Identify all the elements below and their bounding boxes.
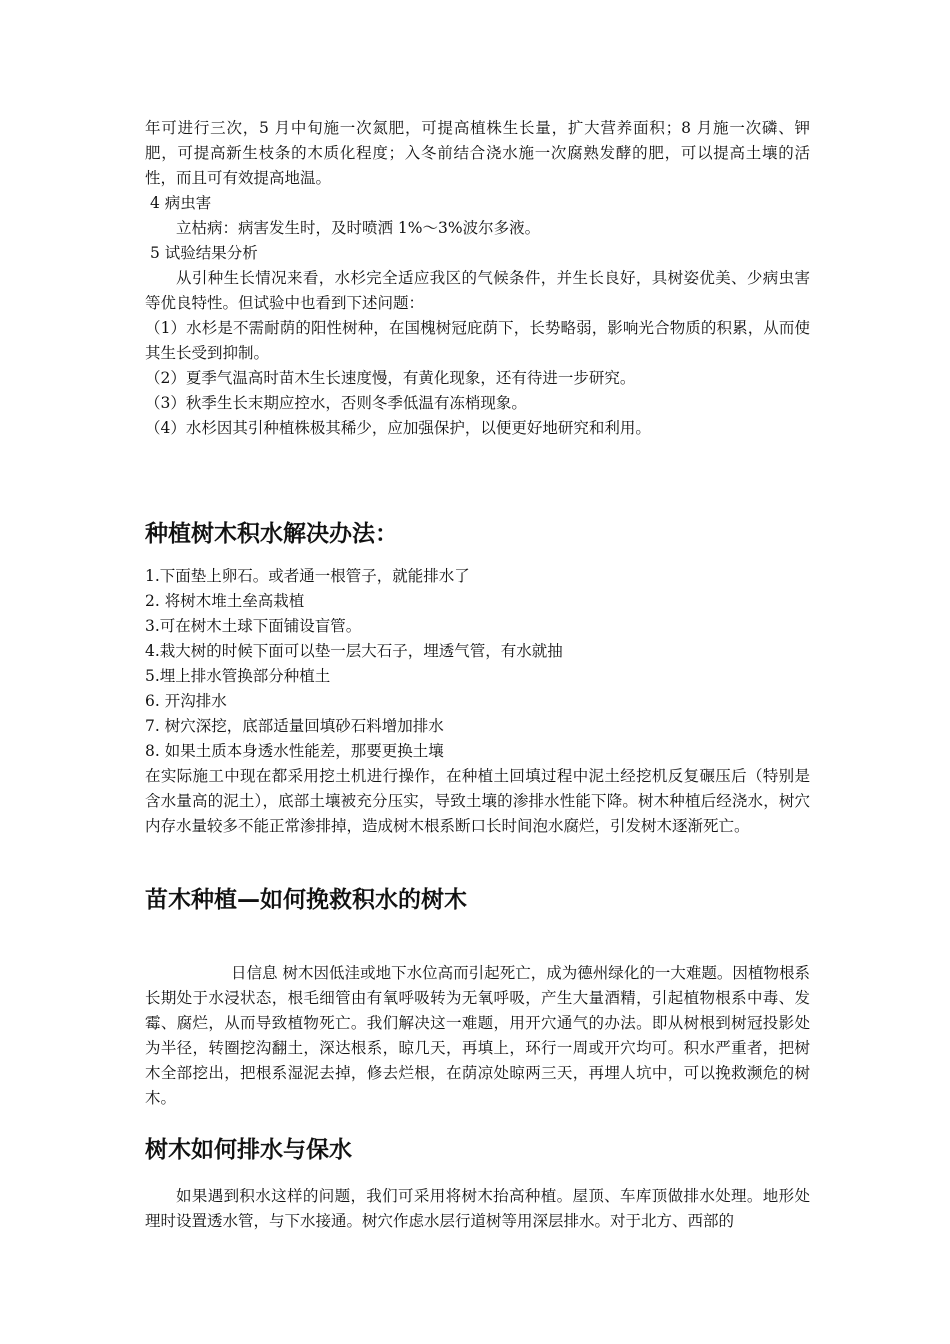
solution-item: 3.可在树木土球下面铺设盲管。 [145,617,362,635]
section-heading: 种植树木积水解决办法： [145,521,398,547]
section-5-heading: 5 试验结果分析 [150,244,258,262]
solution-item: 1.下面垫上卵石。或者通一根管子，就能排水了 [145,567,470,585]
solution-item: 5.埋上排水管换部分种植土 [145,667,331,685]
section-5-paragraph: 从引种生长情况来看，水杉完全适应我区的气候条件，并生长良好，具树姿优美、少病虫害等优良特性。但试验中也看到下述问题： [145,269,810,312]
solution-item: 6. 开沟排水 [145,692,227,710]
section-4-text: 立枯病：病害发生时，及时喷洒 1%～3%波尔多液。 [176,219,541,237]
solution-item: 4.栽大树的时候下面可以垫一层大石子，埋透气管，有水就抽 [145,642,563,660]
fertilizer-paragraph: 年可进行三次，5 月中旬施一次氮肥，可提高植株生长量，扩大营养面积；8 月施一次磷、钾肥，可提高新生枝条的木质化程度；入冬前结合浇水施一次腐熟发酵的肥，可以提高土壤的活性，而且可有效提高地温。 [145,119,810,187]
rescue-paragraph: 日信息 树木因低洼或地下水位高而引起死亡，成为德州绿化的一大难题。因植物根系长期处于水浸状态，根毛细管由有氧呼吸转为无氧呼吸，产生大量酒精，引起植物根系中毒、发霉、腐烂，从而导致植物死亡。我们解决这一难题，用开穴通气的办法。即从树根到树冠投影处为半径，转圈挖沟翻土，深达根系，晾几天，再填上，环行一周或开穴均可。积水严重者，把树木全部挖出，把根系湿泥去掉，修去烂根，在荫凉处晾两三天，再埋人坑中，可以挽救濒危的树木。 [145,964,810,1107]
solution-item: 7. 树穴深挖，底部适量回填砂石料增加排水 [145,717,444,735]
solution-item: 2. 将树木堆土垒高栽植 [145,592,305,610]
solution-item: 8. 如果土质本身透水性能差，那要更换土壤 [145,742,444,760]
drainage-paragraph: 如果遇到积水这样的问题，我们可采用将树木抬高种植。屋顶、车库顶做排水处理。地形处理时设置透水管，与下水接通。树穴作虑水层行道树等用深层排水。对于北方、西部的 [145,1187,810,1230]
issue-item: （4）水杉因其引种植株极其稀少，应加强保护，以便更好地研究和利用。 [145,419,651,437]
section-heading: 苗木种植—如何挽救积水的树木 [145,887,467,913]
issue-item: （1）水杉是不需耐荫的阳性树种，在国槐树冠庇荫下，长势略弱，影响光合物质的积累，从而使其生长受到抑制。 [145,319,810,362]
construction-paragraph: 在实际施工中现在都采用挖土机进行操作，在种植土回填过程中泥土经挖机反复碾压后（特别是含水量高的泥土），底部土壤被充分压实，导致土壤的渗排水性能下降。树木种植后经浇水，树穴内存水量较多不能正常渗排掉，造成树木根系断口长时间泡水腐烂，引发树木逐渐死亡。 [145,767,810,835]
issue-item: （2）夏季气温高时苗木生长速度慢，有黄化现象，还有待进一步研究。 [145,369,636,387]
section-4-heading: 4 病虫害 [150,194,212,212]
issue-item: （3）秋季生长末期应控水，否则冬季低温有冻梢现象。 [145,394,527,412]
section-heading: 树木如何排水与保水 [145,1137,352,1163]
